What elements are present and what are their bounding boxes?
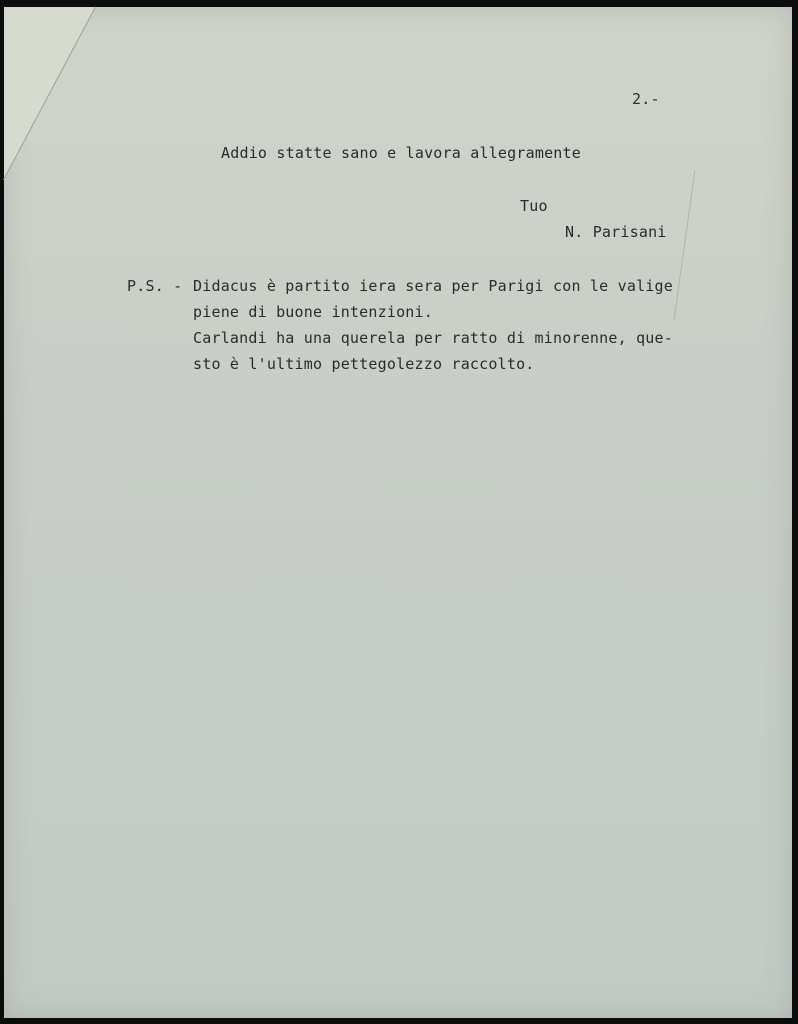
postscript-line: sto è l'ultimo pettegolezzo raccolto. xyxy=(193,355,535,373)
signature: N. Parisani xyxy=(565,223,667,241)
page-number: 2.- xyxy=(632,90,660,108)
postscript-label: P.S. - xyxy=(127,277,183,295)
valediction: Tuo xyxy=(520,197,548,215)
postscript-line: Didacus è partito iera sera per Parigi con le valige xyxy=(193,277,673,295)
closing-line: Addio statte sano e lavora allegramente xyxy=(221,144,581,162)
postscript-line: Carlandi ha una querela per ratto di minorenne, que- xyxy=(193,329,673,347)
postscript-line: piene di buone intenzioni. xyxy=(193,303,433,321)
